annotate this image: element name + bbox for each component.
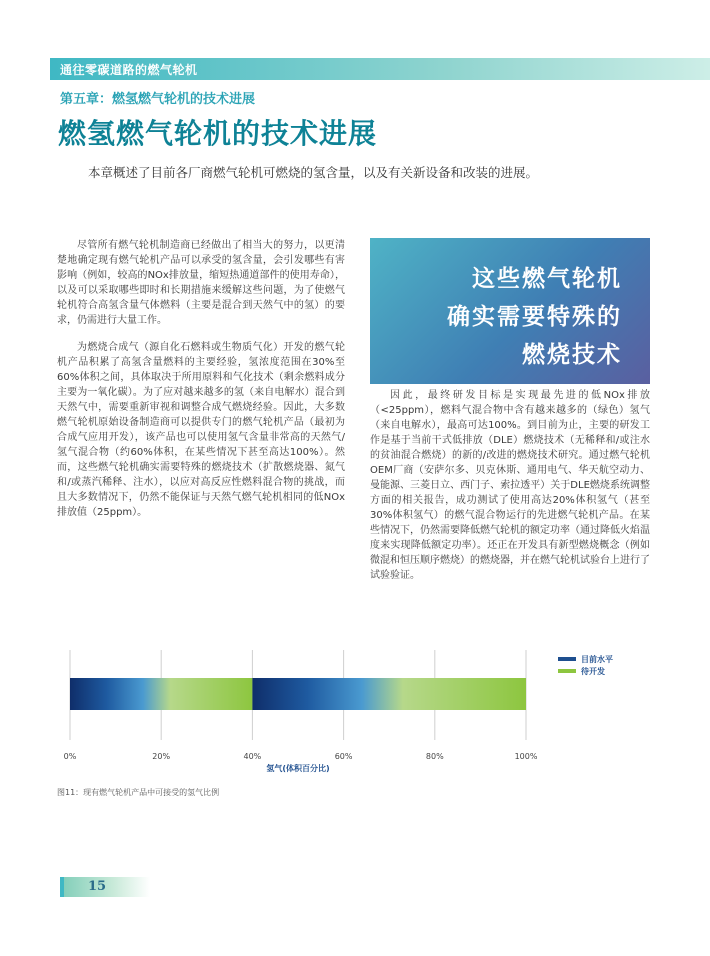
pull-quote-line-2: 确实需要特殊的 <box>447 304 622 330</box>
x-tick-label: 0% <box>63 752 77 761</box>
running-header <box>50 58 710 80</box>
legend-item-todo <box>558 665 613 677</box>
figure-caption: 图11：现有燃气轮机产品中可接受的氢气比例 <box>57 788 220 797</box>
chapter-intro: 本章概述了目前各厂商燃气轮机可燃烧的氢含量，以及有关新设备和改装的进展。 <box>88 165 539 180</box>
chart-legend <box>558 653 613 677</box>
bar-todo <box>252 678 526 710</box>
pull-quote-line-1: 这些燃气轮机 <box>472 266 622 292</box>
x-tick-label: 20% <box>152 752 171 761</box>
page-number-band <box>60 877 150 897</box>
x-axis-label: 氢气(体积百分比) <box>266 764 330 773</box>
page-number: 15 <box>88 879 107 894</box>
bar-current <box>70 678 252 710</box>
legend-label-todo: 待开发 <box>581 666 605 676</box>
chapter-label: 第五章：燃氢燃气轮机的技术进展 <box>60 92 256 107</box>
legend-item-current <box>558 653 613 665</box>
x-tick-label: 80% <box>425 752 444 761</box>
left-paragraph-1: 尽管所有燃气轮机制造商已经做出了相当大的努力，以更清楚地确定现有燃气轮机产品可以承受的氢含量，会引发哪些有害影响（例如，较高的NOx排放量，缩短热通道部件的使用寿命），以及可以采取哪些即时和长期措施来缓解这些问题，为了使燃气轮机符合高氢含量气体燃料（主要是混合到天然气中的氢）的要求，仍需进行大量工作。 <box>57 240 345 326</box>
running-header-title: 通往零碳道路的燃气轮机 <box>60 63 198 77</box>
right-paragraph-1: 因此，最终研发目标是实现最先进的低NOx排放（<25ppm），燃料气混合物中含有越来越多的（绿色）氢气（来自电解水），最高可达100%。到目前为止，主要的研发工作是基于当前干式低排放（DLE）燃烧技术（无稀释和/或注水的贫油混合燃烧）的新的/改进的燃烧技术研究。通过燃气轮机OEM厂商（安萨尔多、贝克休斯、通用电气、华天航空动力、曼能源、三菱日立、西门子、索拉透平）关于DLE燃烧系统调整方面的相关报告，成功测试了使用高达20%体积氢气（甚至30%体积氢气）的燃气混合物运行的先进燃气轮机产品。在某些情况下，仍然需要降低燃气轮机的额定功率（通过降低火焰温度来实现降低额定功率）。还正在开发具有新型燃烧概念（例如微混和恒压顺序燃烧）的燃烧器，并在燃气轮机试验台上进行了试验验证。 <box>370 390 650 581</box>
x-tick-label: 40% <box>243 752 262 761</box>
x-tick-label: 100% <box>514 752 538 761</box>
right-column <box>370 388 650 595</box>
x-tick-label: 60% <box>334 752 353 761</box>
legend-swatch-todo <box>558 669 576 673</box>
page-number-accent <box>60 877 64 897</box>
legend-label-current: 目前水平 <box>581 654 613 664</box>
left-paragraph-2: 为燃烧合成气（源自化石燃料或生物质气化）开发的燃气轮机产品积累了高氢含量燃料的主要经验，氢浓度范围在30%至60%体积之间，具体取决于所用原料和气化技术（剩余燃料成分主要为一氧化碳）。为了应对越来越多的氢（来自电解水）混合到天然气中，需要重新审视和调整合成气燃烧经验。因此，大多数燃气轮机原始设备制造商可以提供专门的燃气轮机产品（最初为合成气应用开发），该产品也可以使用氢气含量非常高的天然气/氢气混合物（约60%体积，在某些情况下甚至高达100%）。然而，这些燃气轮机确实需要特殊的燃烧技术（扩散燃烧器、氮气和/或蒸汽稀释、注水），以应对高反应性燃料混合物的挑战，而且大多数情况下，仍然不能保证与天然气燃气轮机相同的低NOx排放值（25ppm）。 <box>57 342 345 518</box>
page-title: 燃氢燃气轮机的技术进展 <box>58 117 378 150</box>
pull-quote-line-3: 燃烧技术 <box>522 342 622 368</box>
left-column <box>57 238 345 532</box>
pull-quote <box>370 238 650 384</box>
legend-swatch-current <box>558 657 576 661</box>
